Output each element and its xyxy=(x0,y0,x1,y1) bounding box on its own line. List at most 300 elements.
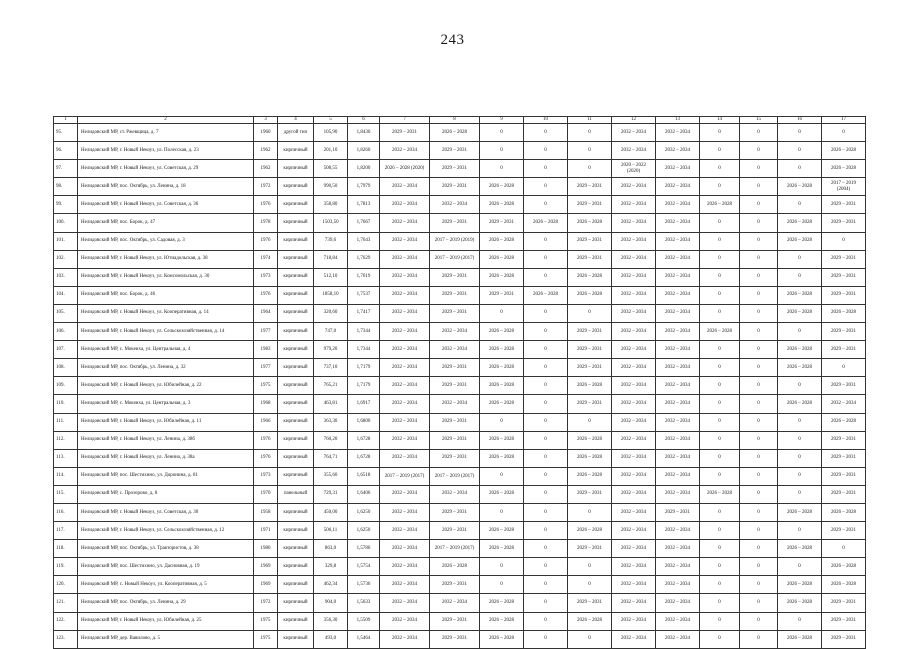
table-cell: 2032 – 2034 xyxy=(656,467,700,485)
table-cell: 0 xyxy=(740,142,778,160)
table-cell: 0 xyxy=(524,377,568,395)
table-cell: 2029 – 2031 xyxy=(430,576,480,594)
address-cell: Нелидовский МР, пос. Октябрь, ул. Ленина, д. 32 xyxy=(78,359,254,377)
table-cell: 0 xyxy=(524,522,568,540)
table-cell: 1,5786 xyxy=(348,540,380,558)
table-cell: кирпичный xyxy=(278,576,314,594)
table-cell: 2029 – 2031 xyxy=(822,268,866,286)
table-cell: 0 xyxy=(740,503,778,521)
table-cell: 1,6518 xyxy=(348,467,380,485)
table-cell: 2029 – 2031 xyxy=(568,232,612,250)
table-cell: 0 xyxy=(524,160,568,178)
table-cell: 0 xyxy=(778,467,822,485)
table-cell: 2026 – 2028 xyxy=(480,449,524,467)
address-cell: Нелидовский МР, г. Новый Некоуз, ул. Ленина, д. 38б xyxy=(78,431,254,449)
table-cell: 0 xyxy=(700,576,740,594)
table-cell: 1,6800 xyxy=(348,413,380,431)
table-cell: 2032 – 2034 xyxy=(380,522,430,540)
table-cell: 1973 xyxy=(254,467,278,485)
row-number-cell: 109. xyxy=(54,377,78,395)
table-cell: 1,6250 xyxy=(348,522,380,540)
table-cell: 1969 xyxy=(254,576,278,594)
address-cell: Нелидовский МР, пос. Октябрь, ул. Садовая, д. 3 xyxy=(78,232,254,250)
table-cell: 1,7179 xyxy=(348,377,380,395)
table-cell: 2032 – 2034 xyxy=(612,558,656,576)
table-cell: 0 xyxy=(524,395,568,413)
table-cell: 363,30 xyxy=(314,413,348,431)
table-cell: 1962 xyxy=(254,142,278,160)
table-cell: 2032 – 2034 xyxy=(656,630,700,648)
row-number-cell: 119. xyxy=(54,558,78,576)
table-cell: 0 xyxy=(740,467,778,485)
table-cell: 2032 – 2034 xyxy=(656,612,700,630)
table-cell: другой тип xyxy=(278,124,314,142)
table-cell: 2032 – 2034 xyxy=(612,124,656,142)
table-cell: 0 xyxy=(700,359,740,377)
table-row xyxy=(54,594,866,612)
table-cell: 2026 – 2028 xyxy=(524,214,568,232)
row-number-cell: 101. xyxy=(54,232,78,250)
table-cell: 0 xyxy=(524,232,568,250)
table-cell: 2032 – 2034 xyxy=(612,377,656,395)
table-cell: 2026 – 2028 xyxy=(568,286,612,304)
table-cell: 1,6917 xyxy=(348,395,380,413)
table-cell: 1974 xyxy=(254,250,278,268)
table-cell: 2029 – 2031 xyxy=(568,196,612,214)
table-cell: 2029 – 2031 xyxy=(822,467,866,485)
column-number: 5 xyxy=(314,117,348,124)
table-cell: 2032 – 2034 xyxy=(612,142,656,160)
table-cell: 2032 – 2034 xyxy=(612,612,656,630)
table-cell: 1,5633 xyxy=(348,594,380,612)
table-cell: 2032 – 2034 xyxy=(612,178,656,196)
table-cell: 2032 – 2034 xyxy=(380,594,430,612)
table-cell: 0 xyxy=(480,124,524,142)
table-cell: 2029 – 2031 xyxy=(822,449,866,467)
table-cell: 2029 – 2031 xyxy=(380,124,430,142)
column-number: 3 xyxy=(254,117,278,124)
table-cell: 2029 – 2031 xyxy=(430,630,480,648)
column-number: 14 xyxy=(700,117,740,124)
table-cell: 2026 – 2028 xyxy=(778,503,822,521)
table-cell: 0 xyxy=(568,630,612,648)
table-cell: 2032 – 2034 xyxy=(380,377,430,395)
table-cell: 0 xyxy=(778,323,822,341)
table-cell: 2032 – 2034 xyxy=(656,431,700,449)
address-cell: Нелидовский МР, пос. Борок, д. 46 xyxy=(78,286,254,304)
row-number-cell: 118. xyxy=(54,540,78,558)
table-cell: 0 xyxy=(740,250,778,268)
page-number: 243 xyxy=(440,32,465,48)
table-cell: 0 xyxy=(822,232,866,250)
table-cell: 2032 – 2034 xyxy=(380,196,430,214)
row-number-cell: 121. xyxy=(54,594,78,612)
table-cell: 1,7417 xyxy=(348,304,380,322)
table-cell: 1,7179 xyxy=(348,359,380,377)
table-cell: 2029 – 2031 xyxy=(822,214,866,232)
table-cell: 2026 – 2028 xyxy=(524,286,568,304)
table-row xyxy=(54,178,866,196)
table-cell: 2032 – 2034 xyxy=(380,540,430,558)
table-cell: 0 xyxy=(778,268,822,286)
table-cell: 2032 – 2034 xyxy=(612,503,656,521)
table-cell: кирпичный xyxy=(278,142,314,160)
table-cell: 1,7813 xyxy=(348,196,380,214)
table-cell: 2029 – 2031 xyxy=(430,377,480,395)
table-row xyxy=(54,250,866,268)
table-cell: 1,7979 xyxy=(348,178,380,196)
table-cell: 990,50 xyxy=(314,178,348,196)
table-cell: 2032 – 2034 xyxy=(822,395,866,413)
column-number: 11 xyxy=(568,117,612,124)
table-cell: 0 xyxy=(700,431,740,449)
row-number-cell: 106. xyxy=(54,323,78,341)
row-number-cell: 99. xyxy=(54,196,78,214)
table-cell: 0 xyxy=(480,413,524,431)
table-cell: 0 xyxy=(740,124,778,142)
table-cell: 2026 – 2028 xyxy=(778,540,822,558)
table-cell: 0 xyxy=(700,124,740,142)
table-cell: 0 xyxy=(778,160,822,178)
table-cell: 329,8 xyxy=(314,558,348,576)
table-cell: 0 xyxy=(524,576,568,594)
table-cell: 2029 – 2031 xyxy=(430,142,480,160)
table-cell: 2029 – 2031 xyxy=(822,431,866,449)
address-cell: Нелидовский МР, г. Новый Некоуз, ул. Советская, д. 36 xyxy=(78,196,254,214)
table-cell: 1,7344 xyxy=(348,341,380,359)
table-cell: 1,5464 xyxy=(348,630,380,648)
table-cell: 2026 – 2028 xyxy=(822,142,866,160)
address-cell: Нелидовский МР, пос. Октябрь, ул. Ленина, д. 18 xyxy=(78,178,254,196)
table-cell: 2029 – 2031 xyxy=(568,250,612,268)
table-cell: 1976 xyxy=(254,449,278,467)
table-row xyxy=(54,160,866,178)
table-cell: 0 xyxy=(568,124,612,142)
table-cell: 0 xyxy=(700,594,740,612)
table-cell: 2029 – 2031 xyxy=(430,359,480,377)
table-cell: 2032 – 2034 xyxy=(612,359,656,377)
table-cell: 2029 – 2031 xyxy=(430,413,480,431)
table-cell: 2029 – 2031 xyxy=(822,522,866,540)
address-cell: Нелидовский МР, с. Прозорово, д. 8 xyxy=(78,485,254,503)
table-cell: 2032 – 2034 xyxy=(656,142,700,160)
row-number-cell: 96. xyxy=(54,142,78,160)
table-cell: 2032 – 2034 xyxy=(656,558,700,576)
table-cell: 105,90 xyxy=(314,124,348,142)
table-cell: 0 xyxy=(524,124,568,142)
table-cell: 0 xyxy=(480,467,524,485)
table-row xyxy=(54,612,866,630)
table-cell: 0 xyxy=(700,540,740,558)
table-cell: 0 xyxy=(524,594,568,612)
table-cell: 747,0 xyxy=(314,323,348,341)
table-row xyxy=(54,323,866,341)
table-cell: 2032 – 2034 xyxy=(380,178,430,196)
table-cell: 0 xyxy=(740,377,778,395)
address-cell: Нелидовский МР, пос. Октябрь, ул. Трактористов, д. 38 xyxy=(78,540,254,558)
table-cell: 2029 – 2031 xyxy=(822,286,866,304)
column-number: 4 xyxy=(278,117,314,124)
table-cell: 2032 – 2034 xyxy=(380,232,430,250)
column-number: 16 xyxy=(778,117,822,124)
table-cell: 1973 xyxy=(254,268,278,286)
table-cell: 2026 – 2028 xyxy=(778,178,822,196)
table-cell: 979,20 xyxy=(314,341,348,359)
table-cell: 2026 – 2028 xyxy=(822,558,866,576)
table-cell: 0 xyxy=(740,232,778,250)
row-number-cell: 95. xyxy=(54,124,78,142)
table-cell: 0 xyxy=(700,630,740,648)
table-cell: 1,7537 xyxy=(348,286,380,304)
table-cell: 0 xyxy=(568,142,612,160)
table-cell: 2029 – 2031 xyxy=(568,594,612,612)
table-cell: 0 xyxy=(524,503,568,521)
column-number: 12 xyxy=(612,117,656,124)
table-cell: 1975 xyxy=(254,377,278,395)
table-cell: 2032 – 2034 xyxy=(612,630,656,648)
table-cell: 0 xyxy=(700,142,740,160)
table-cell: 2032 – 2034 xyxy=(612,286,656,304)
table-cell: 718,84 xyxy=(314,250,348,268)
table-cell: 1,6728 xyxy=(348,449,380,467)
table-cell: 1858,10 xyxy=(314,286,348,304)
table-cell: 2032 – 2034 xyxy=(612,323,656,341)
table-cell: 0 xyxy=(778,196,822,214)
table-cell: 0 xyxy=(740,359,778,377)
table-cell: 0 xyxy=(822,359,866,377)
table-cell: 2029 – 2031 xyxy=(822,250,866,268)
table-cell: 2032 – 2034 xyxy=(656,377,700,395)
table-cell: кирпичный xyxy=(278,467,314,485)
table-cell: 2017 – 2019 (2017) xyxy=(380,467,430,485)
table-cell: 2032 – 2034 xyxy=(612,268,656,286)
table-cell: 2032 – 2034 xyxy=(380,413,430,431)
table-cell: 0 xyxy=(524,558,568,576)
table-cell: 2029 – 2031 xyxy=(430,503,480,521)
table-cell: 0 xyxy=(524,612,568,630)
row-number-cell: 115. xyxy=(54,485,78,503)
table-cell: 0 xyxy=(822,540,866,558)
table-cell: 2017 – 2019 (2004) xyxy=(822,178,866,196)
table-row xyxy=(54,558,866,576)
table-cell: 2032 – 2034 xyxy=(656,250,700,268)
table-cell: 2029 – 2031 xyxy=(430,612,480,630)
table-cell: 0 xyxy=(700,558,740,576)
table-cell: 2026 – 2028 xyxy=(778,395,822,413)
table-cell: 2029 – 2031 xyxy=(822,196,866,214)
address-cell: Нелидовский МР, пос. Борок, д. 47 xyxy=(78,214,254,232)
table-cell: 0 xyxy=(524,630,568,648)
row-number-cell: 103. xyxy=(54,268,78,286)
table-cell: кирпичный xyxy=(278,196,314,214)
table-cell: кирпичный xyxy=(278,359,314,377)
column-number-row xyxy=(54,117,866,124)
row-number-cell: 122. xyxy=(54,612,78,630)
table-cell: 0 xyxy=(740,540,778,558)
table-cell: 2026 – 2028 xyxy=(822,160,866,178)
table-cell: 2026 – 2028 xyxy=(822,503,866,521)
table-cell: 1,7643 xyxy=(348,232,380,250)
table-cell: 0 xyxy=(700,250,740,268)
table-row xyxy=(54,540,866,558)
table-cell: 2032 – 2034 xyxy=(380,558,430,576)
table-cell: 2020 – 2022 (2020) xyxy=(612,160,656,178)
table-cell: 0 xyxy=(700,449,740,467)
table-cell: 2029 – 2031 xyxy=(480,286,524,304)
table-row xyxy=(54,377,866,395)
table-cell: 1,7344 xyxy=(348,323,380,341)
table-cell: 1976 xyxy=(254,196,278,214)
table-cell: 0 xyxy=(740,395,778,413)
table-cell: 2032 – 2034 xyxy=(380,341,430,359)
table-row xyxy=(54,630,866,648)
row-number-cell: 120. xyxy=(54,576,78,594)
table-cell: 765,21 xyxy=(314,377,348,395)
table-cell: 2032 – 2034 xyxy=(656,359,700,377)
column-number: 7 xyxy=(380,117,430,124)
table-cell: 1,5754 xyxy=(348,558,380,576)
column-number: 8 xyxy=(430,117,480,124)
address-cell: Нелидовский МР, г. Новый Некоуз, ул. Кооперативная, д. 14 xyxy=(78,304,254,322)
table-cell: кирпичный xyxy=(278,630,314,648)
row-number-cell: 97. xyxy=(54,160,78,178)
table-row xyxy=(54,449,866,467)
column-number: 2 xyxy=(78,117,254,124)
table-cell: кирпичный xyxy=(278,413,314,431)
table-cell: 2029 – 2031 xyxy=(568,359,612,377)
table-cell: 2032 – 2034 xyxy=(430,485,480,503)
table-cell: 2032 – 2034 xyxy=(612,341,656,359)
table-cell: 493,0 xyxy=(314,630,348,648)
table-cell: кирпичный xyxy=(278,540,314,558)
table-cell: кирпичный xyxy=(278,250,314,268)
row-number-cell: 114. xyxy=(54,467,78,485)
table-cell: 2032 – 2034 xyxy=(612,449,656,467)
table-cell: 2026 – 2028 xyxy=(778,286,822,304)
table-cell: 2029 – 2031 xyxy=(430,522,480,540)
table-cell: 0 xyxy=(524,142,568,160)
table-cell: 1,8200 xyxy=(348,160,380,178)
table-cell: 0 xyxy=(480,160,524,178)
table-cell: 2032 – 2034 xyxy=(380,286,430,304)
address-cell: Нелидовский МР, г. Новый Некоуз, ул. Советская, д. 30 xyxy=(78,503,254,521)
table-cell: 2032 – 2034 xyxy=(380,485,430,503)
table-cell: 462,34 xyxy=(314,576,348,594)
table-cell: 2026 – 2028 xyxy=(568,467,612,485)
table-cell: 2032 – 2034 xyxy=(612,467,656,485)
table-cell: 2029 – 2031 xyxy=(822,485,866,503)
table-cell: 1,8260 xyxy=(348,142,380,160)
address-cell: Нелидовский МР, пос. Шестихино, ул. Доронина, д. 81 xyxy=(78,467,254,485)
table-cell: 1971 xyxy=(254,522,278,540)
table-cell: 0 xyxy=(524,323,568,341)
table-cell: 0 xyxy=(524,467,568,485)
table-row xyxy=(54,359,866,377)
table-cell: 2032 – 2034 xyxy=(656,449,700,467)
table-cell: кирпичный xyxy=(278,232,314,250)
table-cell: 2032 – 2034 xyxy=(612,196,656,214)
table-cell: 1,7667 xyxy=(348,214,380,232)
address-cell: Нелидовский МР, г. Новый Некоуз, ул. Ленина, д. 38а xyxy=(78,449,254,467)
table-cell: 0 xyxy=(700,395,740,413)
table-cell: 1969 xyxy=(254,558,278,576)
table-cell: 2026 – 2028 xyxy=(700,323,740,341)
table-cell: кирпичный xyxy=(278,612,314,630)
table-row xyxy=(54,268,866,286)
table-cell: 0 xyxy=(740,286,778,304)
table-cell: 2032 – 2034 xyxy=(656,196,700,214)
table-cell: 2029 – 2031 xyxy=(430,178,480,196)
address-cell: Нелидовский МР, г. Новый Некоуз, ул. Комсомольская, д. 30 xyxy=(78,268,254,286)
table-cell: 2029 – 2031 xyxy=(822,594,866,612)
table-cell: 2029 – 2031 xyxy=(568,540,612,558)
table-cell: 2032 – 2034 xyxy=(656,214,700,232)
table-cell: 1,5736 xyxy=(348,576,380,594)
table-row xyxy=(54,304,866,322)
table-cell: кирпичный xyxy=(278,594,314,612)
table-cell: 2026 – 2028 xyxy=(480,250,524,268)
table-cell: 512,10 xyxy=(314,268,348,286)
table-cell: 0 xyxy=(740,341,778,359)
table-cell: 508,55 xyxy=(314,160,348,178)
table-cell: 0 xyxy=(568,160,612,178)
table-row xyxy=(54,522,866,540)
table-cell: 2026 – 2028 xyxy=(778,341,822,359)
row-number-cell: 104. xyxy=(54,286,78,304)
table-cell: 2029 – 2031 xyxy=(430,286,480,304)
table-cell: 2026 – 2028 xyxy=(778,232,822,250)
row-number-cell: 102. xyxy=(54,250,78,268)
table-cell: 2032 – 2034 xyxy=(656,395,700,413)
table-cell: 2026 – 2028 xyxy=(480,323,524,341)
table-cell: 2032 – 2034 xyxy=(380,323,430,341)
table-cell: 0 xyxy=(524,431,568,449)
table-cell: 2032 – 2034 xyxy=(656,540,700,558)
table-cell: 0 xyxy=(524,449,568,467)
address-cell: Нелидовский МР, дер. Вавилово, д. 5 xyxy=(78,630,254,648)
table-cell: 0 xyxy=(700,522,740,540)
row-number-cell: 116. xyxy=(54,503,78,521)
table-cell: 2017 – 2019 (2017) xyxy=(430,250,480,268)
table-cell: 0 xyxy=(778,522,822,540)
table-cell: 2026 – 2028 xyxy=(778,630,822,648)
table-cell: 2032 – 2034 xyxy=(612,413,656,431)
table-cell: 0 xyxy=(568,304,612,322)
table-cell: 2029 – 2031 xyxy=(568,395,612,413)
table-cell: 1,6728 xyxy=(348,431,380,449)
table-cell: 0 xyxy=(700,413,740,431)
table-cell: 2032 – 2034 xyxy=(380,630,430,648)
table-cell: панельный xyxy=(278,485,314,503)
address-cell: Нелидовский МР, пос. Шестихино, ул. Дасновная, д. 19 xyxy=(78,558,254,576)
table-cell: 2029 – 2031 xyxy=(568,485,612,503)
table-cell: 0 xyxy=(568,413,612,431)
table-row xyxy=(54,142,866,160)
table-cell: 0 xyxy=(740,323,778,341)
table-cell: 0 xyxy=(778,485,822,503)
housing-registry-table xyxy=(53,116,866,649)
table-cell: 1977 xyxy=(254,323,278,341)
table-cell: 0 xyxy=(740,196,778,214)
table-cell: 2032 – 2034 xyxy=(612,485,656,503)
table-cell: 0 xyxy=(778,558,822,576)
address-cell: Нелидовский МР, г. Новый Некоуз, ул. Сельскохозяйственная, д. 14 xyxy=(78,323,254,341)
table-cell: 2026 – 2028 xyxy=(700,196,740,214)
table-cell: кирпичный xyxy=(278,160,314,178)
table-cell: 2029 – 2031 xyxy=(822,323,866,341)
table-cell: 2032 – 2034 xyxy=(380,503,430,521)
table-cell: 2026 – 2028 xyxy=(778,304,822,322)
